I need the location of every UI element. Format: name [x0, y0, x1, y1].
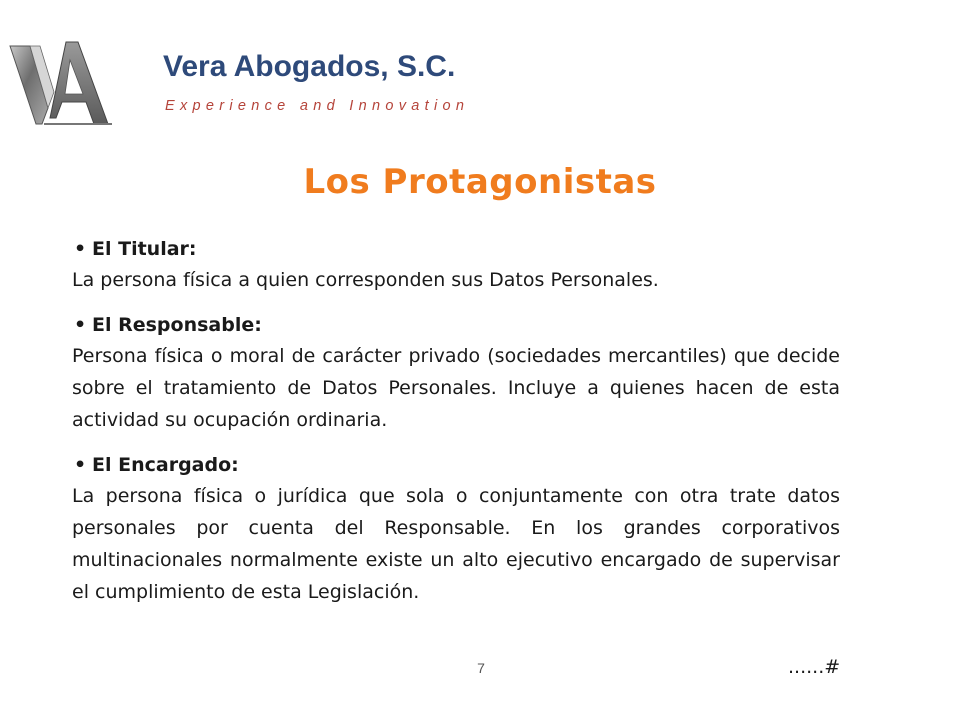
continuation-marker: ......# — [788, 656, 841, 678]
slide-title: Los Protagonistas — [303, 162, 657, 202]
section-heading-text: El Titular: — [92, 238, 197, 260]
section-heading — [72, 234, 840, 264]
section-responsable — [72, 310, 840, 436]
section-body: Persona física o moral de carácter privado (sociedades mercantiles) que decide sobre el tratamiento de Datos Personales. Incluye a quienes hacen de esta actividad su ocupación ordinaria. — [72, 345, 840, 431]
section-heading-text: El Responsable: — [92, 314, 262, 336]
section-body: La persona física o jurídica que sola o conjuntamente con otra trate datos personales por cuenta del Responsable. En los grandes corporativos multinacionales normalmente existe un alto ejecutivo encargado de supervisar el cumplimiento de esta Legislación. — [72, 485, 840, 603]
brand-tagline: Experience and Innovation — [165, 98, 470, 114]
bullet-icon: • — [74, 314, 87, 336]
page-number: 7 — [477, 660, 485, 676]
brand-name: Vera Abogados, S.C. — [163, 50, 456, 83]
va-monogram-logo-icon — [4, 36, 124, 132]
section-encargado — [72, 450, 840, 608]
bullet-icon: • — [74, 238, 87, 260]
section-heading — [72, 310, 840, 340]
section-titular — [72, 234, 840, 296]
slide-content — [72, 234, 840, 622]
section-heading-text: El Encargado: — [92, 454, 239, 476]
bullet-icon: • — [74, 454, 87, 476]
section-heading — [72, 450, 840, 480]
section-body: La persona física a quien corresponden sus Datos Personales. — [72, 269, 659, 291]
